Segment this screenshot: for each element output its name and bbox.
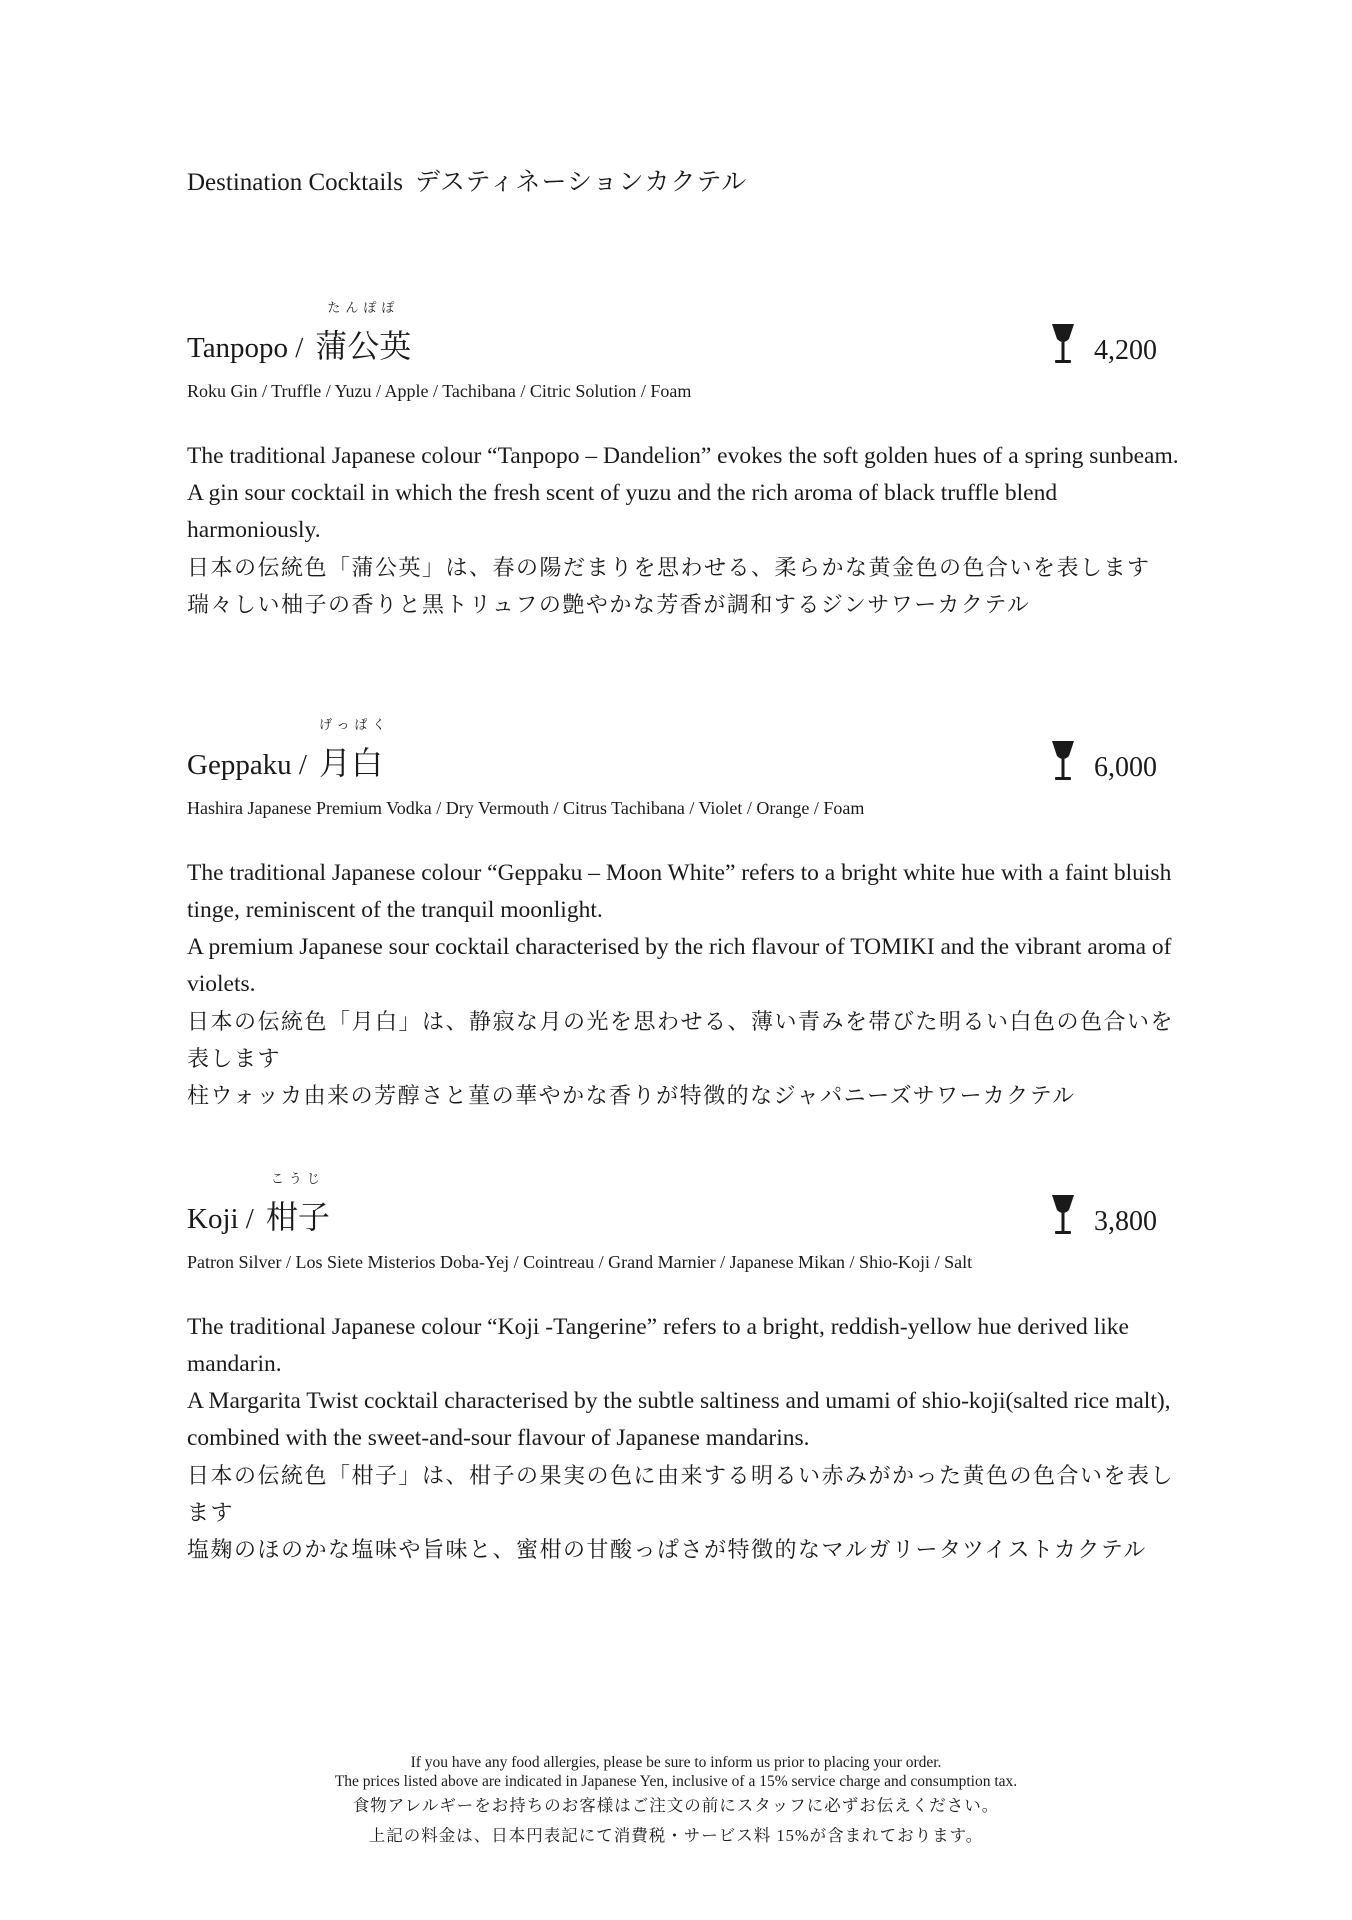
price-block: [1050, 1194, 1157, 1238]
desc-ja-2: 瑞々しい柚子の香りと黒トリュフの艶やかな芳香が調和するジンサワーカクテル: [187, 592, 1031, 617]
menu-item-koji: [187, 1171, 1187, 1568]
item-ruby: げっぱく: [319, 717, 391, 732]
page-title: [187, 162, 747, 198]
page-title-en: Destination Cocktails: [187, 169, 403, 196]
item-price: 6,000: [1094, 752, 1157, 783]
desc-en-2: A Margarita Twist cocktail characterised by the subtle saltiness and umami of shio-koji(salted rice malt), combined with the sweet-and-sour flavour of Japanese mandarins.: [187, 1388, 1171, 1451]
item-price: 3,800: [1094, 1206, 1157, 1237]
menu-item-tanpopo: [187, 300, 1187, 623]
desc-en-1: The traditional Japanese colour “Geppaku – Moon White” refers to a bright white hue with a faint bluish tinge, reminiscent of the tranquil moonlight.: [187, 860, 1172, 923]
item-ingredients: Patron Silver / Los Siete Misterios Doba-Yej / Cointreau / Grand Marnier / Japanese Mikan / Shio-Koji / Salt: [187, 1252, 973, 1272]
price-block: [1050, 740, 1157, 784]
item-ingredients: Roku Gin / Truffle / Yuzu / Apple / Tachibana / Citric Solution / Foam: [187, 381, 692, 401]
footer-price-ja: 上記の料金は、日本円表記にて消費税・サービス料 15%が含まれております。: [368, 1826, 984, 1845]
desc-en-2: A gin sour cocktail in which the fresh scent of yuzu and the rich aroma of black truffle blend harmoniously.: [187, 480, 1058, 543]
footer-allergy-ja: 食物アレルギーをお持ちのお客様はご注文の前にスタッフに必ずお伝えください。: [352, 1796, 1000, 1815]
wine-glass-icon: [1050, 740, 1076, 782]
item-price: 4,200: [1094, 335, 1157, 366]
item-name: Geppaku / げっぱく 月白: [187, 738, 383, 784]
item-description: [187, 855, 1187, 1114]
desc-en-1: The traditional Japanese colour “Tanpopo – Dandelion” evokes the soft golden hues of a spring sunbeam.: [187, 443, 1179, 469]
item-ingredients: Hashira Japanese Premium Vodka / Dry Vermouth / Citrus Tachibana / Violet / Orange / Foam: [187, 798, 865, 818]
item-name: Tanpopo / たんぽぽ 蒲公英: [187, 321, 411, 367]
page-title-ja: デスティネーションカクテル: [414, 169, 748, 196]
price-block: [1050, 323, 1157, 367]
item-kanji: たんぽぽ 蒲公英: [315, 321, 411, 367]
item-kanji: こうじ 柑子: [266, 1192, 330, 1238]
wine-glass-icon: [1050, 1194, 1076, 1236]
item-ruby: こうじ: [270, 1171, 325, 1186]
item-kanji: げっぱく 月白: [319, 738, 383, 784]
item-ruby: たんぽぽ: [327, 300, 400, 315]
desc-ja-1: 日本の伝統色「柑子」は、柑子の果実の色に由来する明るい赤みがかった黄色の色合いを表します: [187, 1463, 1175, 1525]
desc-ja-1: 日本の伝統色「蒲公英」は、春の陽だまりを思わせる、柔らかな黄金色の色合いを表します: [187, 555, 1151, 580]
footer-notice: [0, 1753, 1352, 1851]
item-name: Koji / こうじ 柑子: [187, 1192, 330, 1238]
footer-price-en: The prices listed above are indicated in Japanese Yen, inclusive of a 15% service charge and consumption tax.: [334, 1773, 1018, 1790]
wine-glass-icon: [1050, 323, 1076, 365]
desc-en-1: The traditional Japanese colour “Koji -Tangerine” refers to a bright, reddish-yellow hue derived like mandarin.: [187, 1314, 1129, 1377]
item-description: [187, 1309, 1187, 1568]
menu-item-geppaku: [187, 717, 1187, 1114]
footer-allergy-en: If you have any food allergies, please be sure to inform us prior to placing your order.: [410, 1754, 942, 1771]
desc-ja-1: 日本の伝統色「月白」は、静寂な月の光を思わせる、薄い青みを帯びた明るい白色の色合いを表します: [187, 1009, 1175, 1071]
desc-ja-2: 柱ウォッカ由来の芳醇さと菫の華やかな香りが特徴的なジャパニーズサワーカクテル: [187, 1083, 1076, 1108]
item-description: [187, 438, 1187, 623]
desc-en-2: A premium Japanese sour cocktail characterised by the rich flavour of TOMIKI and the vibrant aroma of violets.: [187, 934, 1172, 997]
desc-ja-2: 塩麹のほのかな塩味や旨味と、蜜柑の甘酸っぱさが特徴的なマルガリータツイストカクテル: [187, 1537, 1147, 1562]
